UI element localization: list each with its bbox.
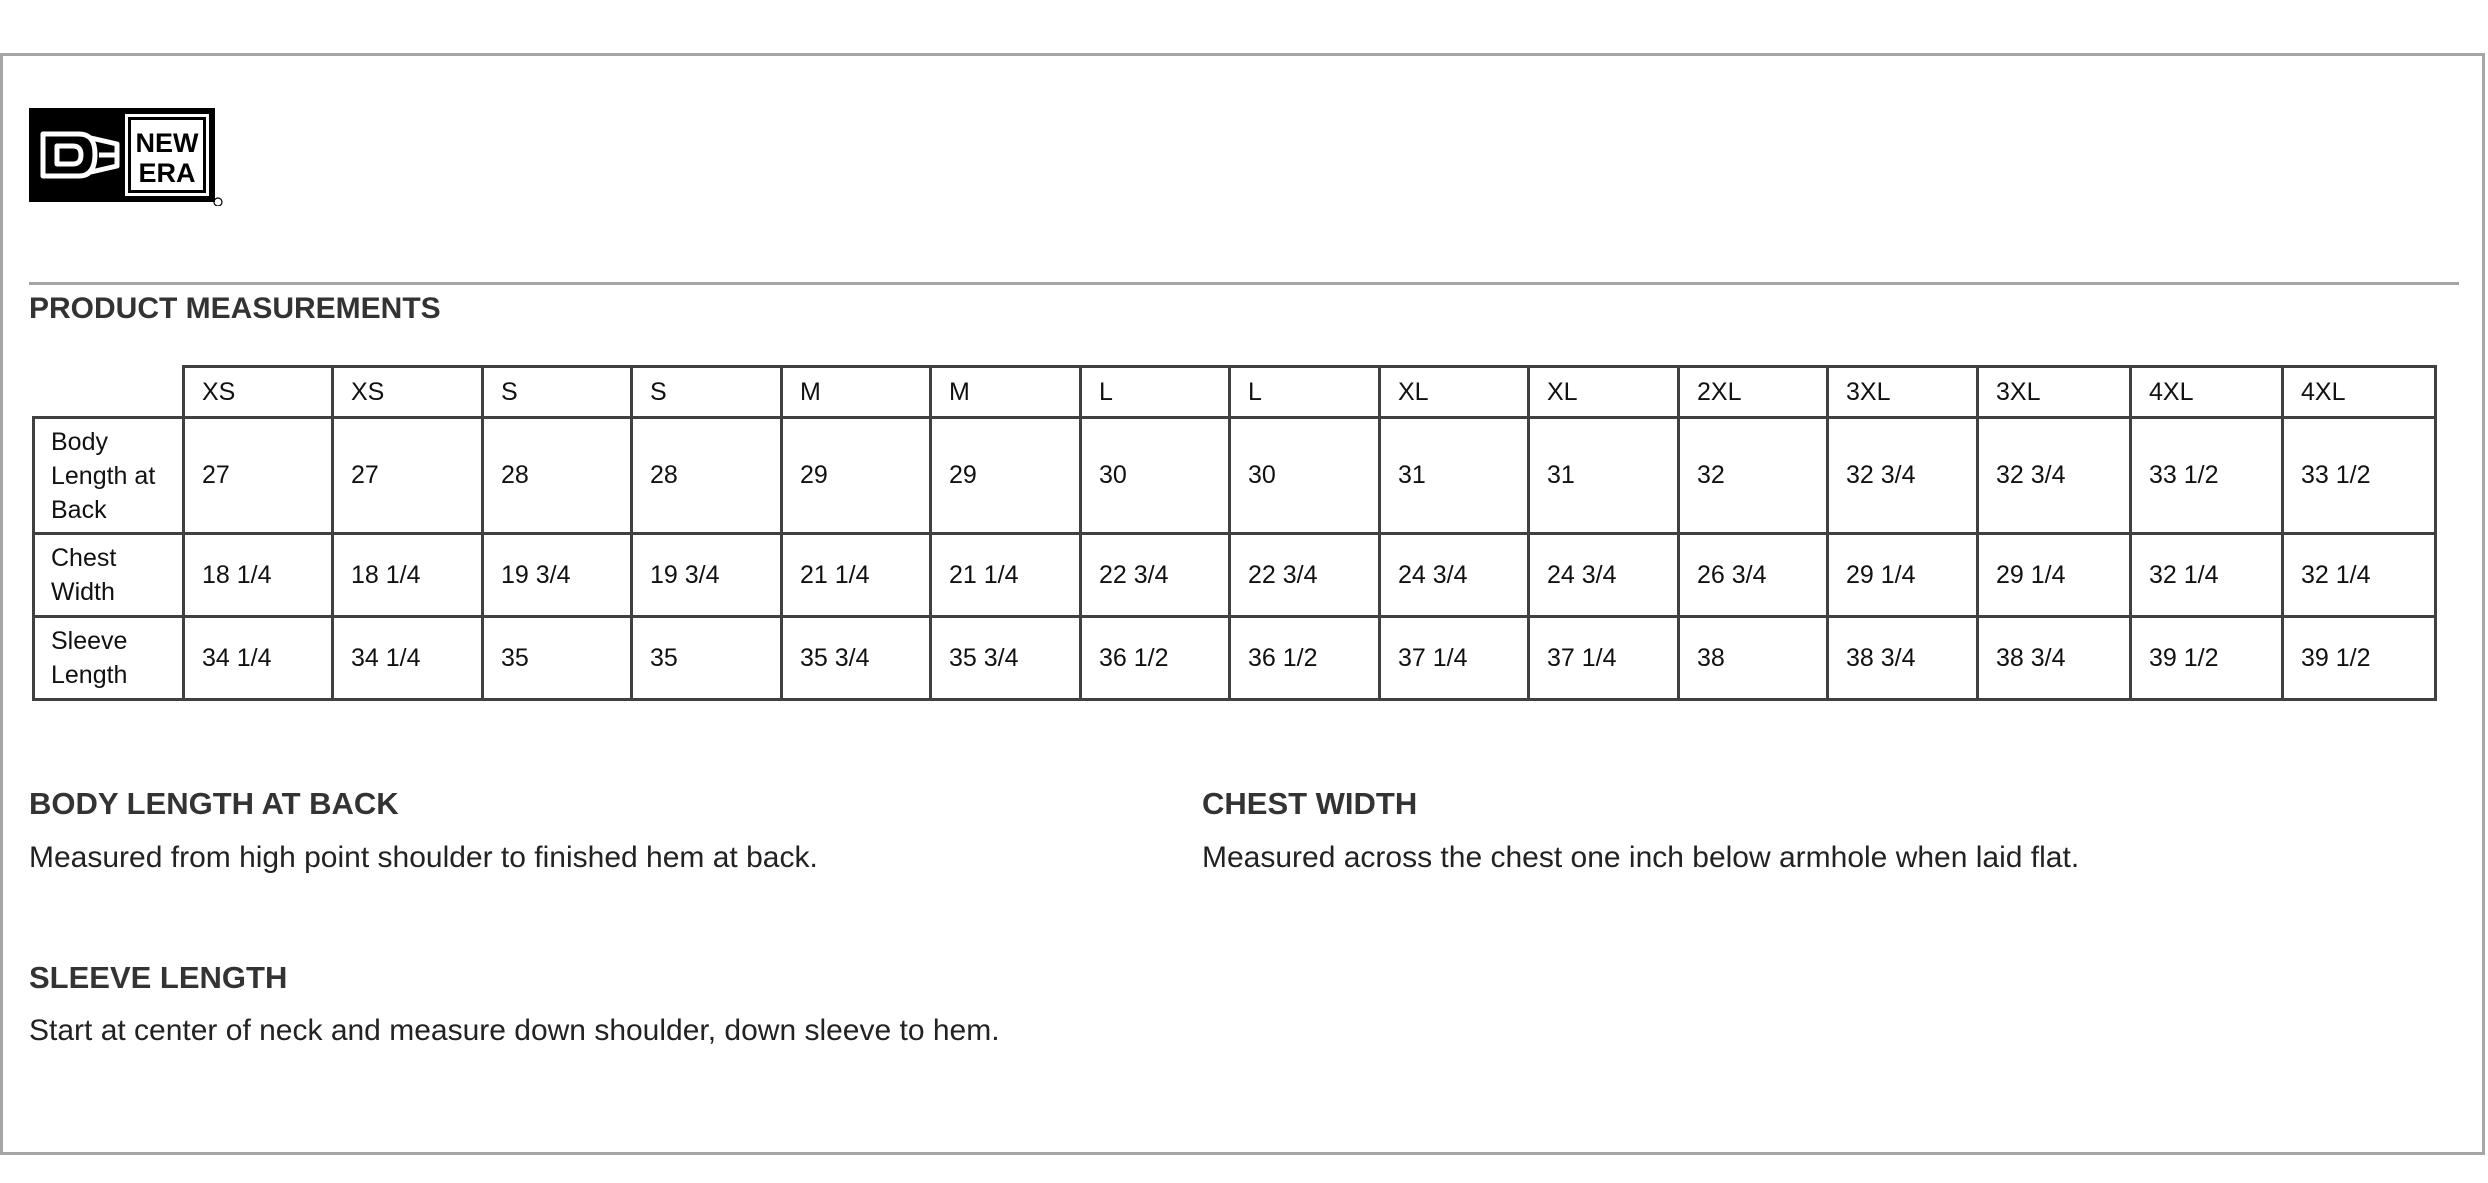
row-label-cell: Body Length at Back xyxy=(34,418,184,534)
measurement-cell: 21 1/4 xyxy=(931,534,1081,617)
measurement-cell: 32 3/4 xyxy=(1828,418,1978,534)
header-divider xyxy=(29,282,2459,285)
measurement-cell: 37 1/4 xyxy=(1380,617,1529,700)
desc-title-chest-width: CHEST WIDTH xyxy=(1202,786,1418,821)
measurements-table xyxy=(32,365,2437,701)
measurement-cell: 33 1/2 xyxy=(2131,418,2283,534)
chest-width-row xyxy=(34,534,2436,617)
measurement-cell: 33 1/2 xyxy=(2283,418,2436,534)
measurement-cell: 28 xyxy=(632,418,782,534)
measurement-cell: 39 1/2 xyxy=(2283,617,2436,700)
measurement-cell: 28 xyxy=(483,418,632,534)
measurement-cell: 36 1/2 xyxy=(1230,617,1380,700)
logo-text-line1: NEW xyxy=(135,128,199,158)
measurement-cell: 29 1/4 xyxy=(1978,534,2131,617)
measurement-cell: 32 xyxy=(1679,418,1828,534)
measurement-cell: 35 xyxy=(632,617,782,700)
measurement-cell: 29 1/4 xyxy=(1828,534,1978,617)
size-header-row xyxy=(34,367,2436,418)
measurement-cell: 26 3/4 xyxy=(1679,534,1828,617)
size-header-cell: XL xyxy=(1529,367,1679,418)
measurement-cell: 38 3/4 xyxy=(1978,617,2131,700)
measurement-cell: 34 1/4 xyxy=(333,617,483,700)
measurement-cell: 39 1/2 xyxy=(2131,617,2283,700)
measurement-cell: 35 xyxy=(483,617,632,700)
section-title: PRODUCT MEASUREMENTS xyxy=(29,292,441,325)
measurement-cell: 31 xyxy=(1529,418,1679,534)
measurement-cell: 21 1/4 xyxy=(782,534,931,617)
size-header-cell: M xyxy=(931,367,1081,418)
desc-title-sleeve-length: SLEEVE LENGTH xyxy=(29,960,288,995)
row-label-cell: Sleeve Length xyxy=(34,617,184,700)
measurement-cell: 38 xyxy=(1679,617,1828,700)
measurement-cell: 19 3/4 xyxy=(632,534,782,617)
measurement-cell: 31 xyxy=(1380,418,1529,534)
size-header-cell: S xyxy=(632,367,782,418)
size-header-cell: L xyxy=(1081,367,1230,418)
measurement-cell: 32 1/4 xyxy=(2131,534,2283,617)
desc-title-body-length: BODY LENGTH AT BACK xyxy=(29,786,399,821)
logo-text-line2: ERA xyxy=(138,158,196,188)
row-label-cell: Chest Width xyxy=(34,534,184,617)
measurement-cell: 18 1/4 xyxy=(333,534,483,617)
measurement-cell: 24 3/4 xyxy=(1380,534,1529,617)
measurement-cell: 30 xyxy=(1230,418,1380,534)
measurement-cell: 24 3/4 xyxy=(1529,534,1679,617)
size-header-cell: 3XL xyxy=(1978,367,2131,418)
desc-text-sleeve-length: Start at center of neck and measure down shoulder, down sleeve to hem. xyxy=(29,1014,1000,1047)
measurement-cell: 27 xyxy=(184,418,333,534)
body-length-row xyxy=(34,418,2436,534)
measurement-cell: 27 xyxy=(333,418,483,534)
size-header-cell: 3XL xyxy=(1828,367,1978,418)
new-era-logo xyxy=(29,108,223,206)
size-header-cell: XL xyxy=(1380,367,1529,418)
measurement-cell: 22 3/4 xyxy=(1230,534,1380,617)
sleeve-length-row xyxy=(34,617,2436,700)
size-header-cell: XS xyxy=(333,367,483,418)
table-corner-cell xyxy=(34,367,184,418)
measurement-cell: 30 xyxy=(1081,418,1230,534)
size-header-cell: 4XL xyxy=(2131,367,2283,418)
size-header-cell: 4XL xyxy=(2283,367,2436,418)
size-header-cell: M xyxy=(782,367,931,418)
measurement-cell: 35 3/4 xyxy=(931,617,1081,700)
desc-text-chest-width: Measured across the chest one inch below armhole when laid flat. xyxy=(1202,841,2080,874)
size-header-cell: L xyxy=(1230,367,1380,418)
size-header-cell: 2XL xyxy=(1679,367,1828,418)
measurement-cell: 34 1/4 xyxy=(184,617,333,700)
measurement-cell: 35 3/4 xyxy=(782,617,931,700)
measurement-cell: 18 1/4 xyxy=(184,534,333,617)
measurement-cell: 36 1/2 xyxy=(1081,617,1230,700)
desc-text-body-length: Measured from high point shoulder to finished hem at back. xyxy=(29,841,818,874)
measurement-cell: 32 1/4 xyxy=(2283,534,2436,617)
measurement-cell: 37 1/4 xyxy=(1529,617,1679,700)
measurement-cell: 32 3/4 xyxy=(1978,418,2131,534)
measurement-cell: 29 xyxy=(931,418,1081,534)
measurement-cell: 38 3/4 xyxy=(1828,617,1978,700)
measurement-cell: 22 3/4 xyxy=(1081,534,1230,617)
measurement-cell: 19 3/4 xyxy=(483,534,632,617)
measurement-cell: 29 xyxy=(782,418,931,534)
size-header-cell: S xyxy=(483,367,632,418)
size-header-cell: XS xyxy=(184,367,333,418)
